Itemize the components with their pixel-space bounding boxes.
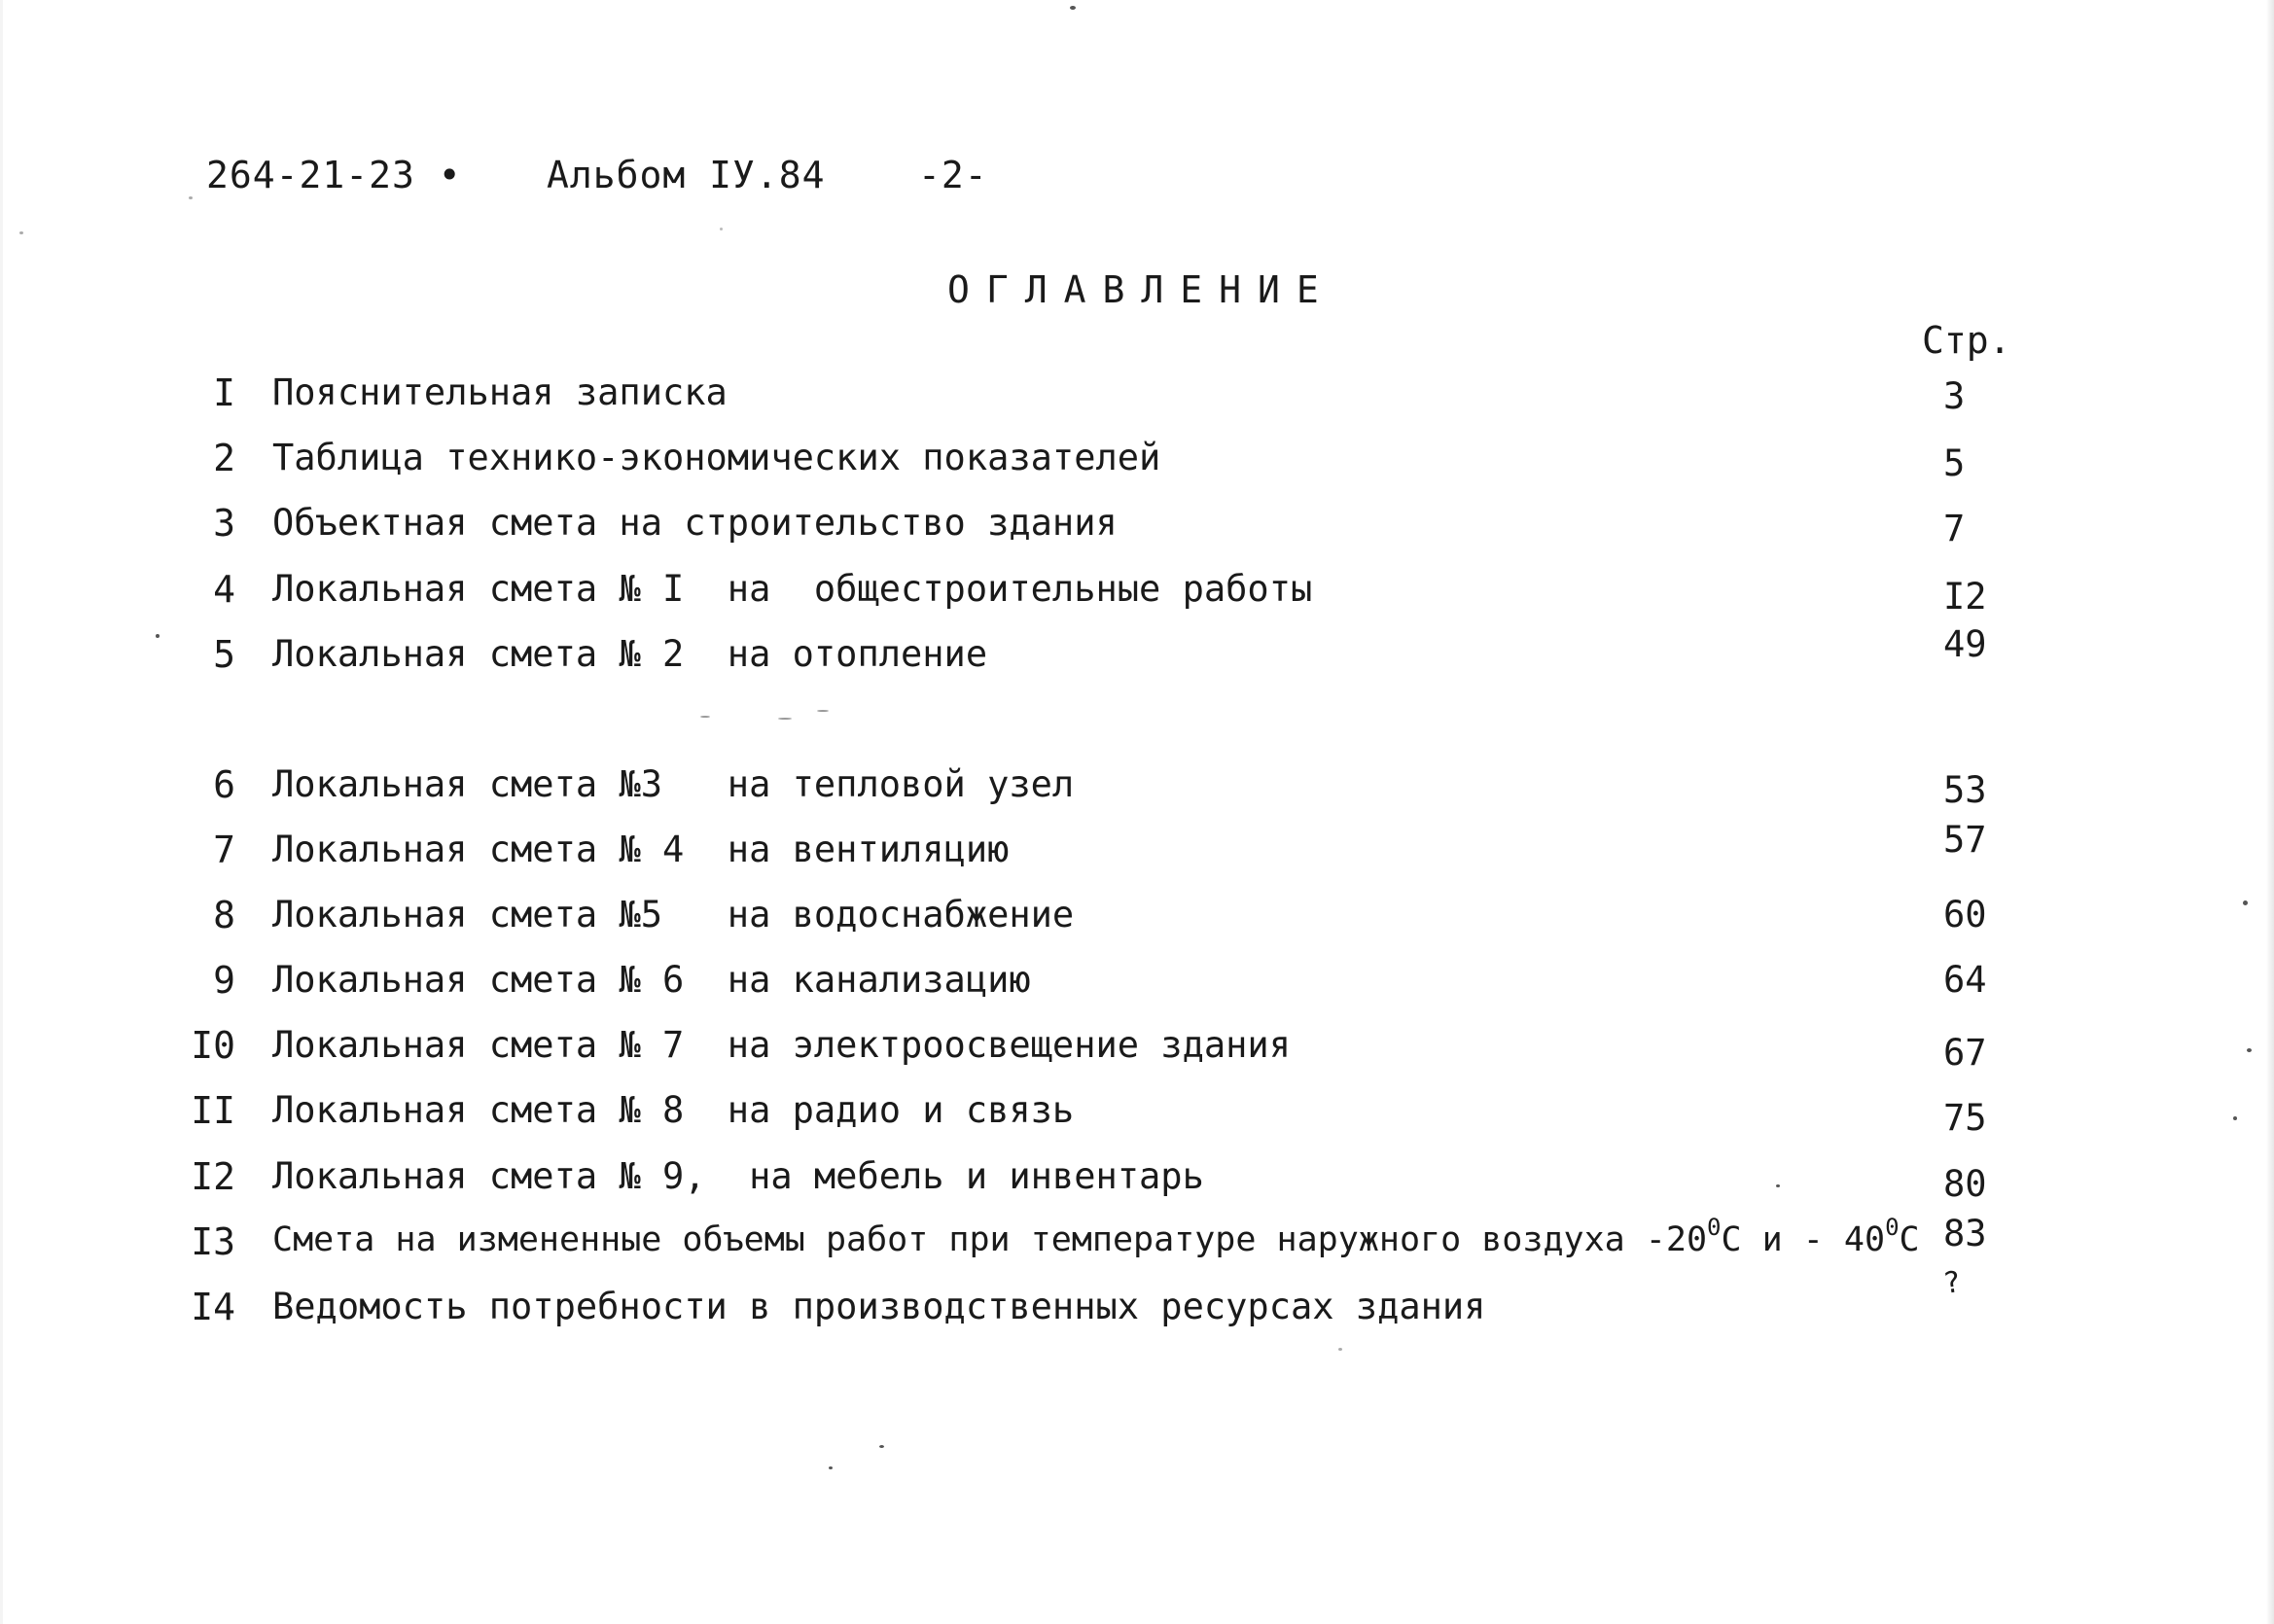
toc-number: I3	[191, 1220, 235, 1263]
scan-speck	[720, 228, 723, 230]
toc-title: Локальная смета № 9, на мебель и инвентарь	[272, 1155, 1204, 1197]
toc-row	[0, 371, 2274, 430]
toc-number: 4	[213, 568, 235, 611]
scan-speck	[1776, 1184, 1780, 1187]
scan-speck	[1338, 1348, 1342, 1351]
album-label: Альбом IУ.84	[547, 154, 826, 196]
scan-speck	[879, 1445, 884, 1448]
toc-title: Таблица технико-экономических показателей	[272, 437, 1161, 478]
toc-row	[0, 1213, 2274, 1279]
scan-speck	[1070, 6, 1076, 10]
toc-title: Локальная смета №5 на водоснабжение	[272, 894, 1075, 936]
toc-number: 3	[213, 502, 235, 545]
scan-speck	[19, 231, 23, 234]
toc-title	[272, 1214, 1920, 1259]
toc-title: Локальная смета № 8 на радио и связь	[272, 1089, 1075, 1131]
scan-speck	[2243, 900, 2248, 905]
toc-title-end: C	[1899, 1220, 1920, 1259]
toc-title: Локальная смета № 4 на вентиляцию	[272, 829, 1010, 870]
scan-speck	[189, 196, 193, 199]
toc-number: I	[213, 371, 235, 414]
toc-page: 53	[1943, 769, 1987, 811]
toc-page: 5	[1943, 442, 1966, 484]
scan-speck	[2247, 1048, 2252, 1052]
toc-row	[0, 1089, 2274, 1147]
toc-page: 60	[1943, 894, 1987, 936]
toc-page: 67	[1943, 1032, 1987, 1074]
toc-page: 7	[1943, 508, 1966, 549]
toc-page: I2	[1943, 576, 1987, 618]
page-title: ОГЛАВЛЕНИЕ	[947, 268, 1335, 311]
toc-page: 49	[1943, 623, 1987, 665]
toc-page: 83	[1943, 1213, 1987, 1254]
scan-speck	[778, 718, 792, 720]
toc-row	[0, 1155, 2274, 1214]
scan-speck	[817, 710, 829, 712]
scan-speck	[700, 716, 710, 718]
toc-title: Локальная смета №3 на тепловой узел	[272, 763, 1075, 805]
toc-title-main: Смета на измененные объемы работ при температуре наружного воздуха -20	[272, 1220, 1708, 1259]
toc-title: Пояснительная записка	[272, 371, 728, 413]
toc-row	[0, 502, 2274, 560]
toc-title: Локальная смета № 6 на канализацию	[272, 959, 1031, 1001]
toc-row	[0, 819, 2274, 887]
toc-row	[0, 568, 2274, 626]
toc-row	[0, 763, 2274, 822]
toc-page: 57	[1943, 819, 1987, 861]
toc-title-mid: C и - 40	[1721, 1220, 1886, 1259]
toc-title: Локальная смета № I на общестроительные работы	[272, 568, 1313, 610]
scan-speck	[2233, 1116, 2237, 1120]
toc-page: 80	[1943, 1163, 1987, 1205]
toc-number: I4	[191, 1286, 235, 1328]
toc-row	[0, 623, 2274, 691]
toc-row	[0, 437, 2274, 495]
toc-title: Объектная смета на строительство здания	[272, 502, 1118, 544]
toc-number: 8	[213, 894, 235, 936]
toc-number: I0	[191, 1024, 235, 1067]
degree-mark: 0	[1707, 1214, 1722, 1241]
toc-row	[0, 1264, 2274, 1344]
toc-title: Ведомость потребности в производственных ресурсах здания	[272, 1286, 1486, 1327]
toc-page: 64	[1943, 959, 1987, 1001]
toc-row	[0, 959, 2274, 1017]
toc-number: I2	[191, 1155, 235, 1198]
toc-page: ?	[1940, 1264, 1964, 1302]
toc-page: 3	[1943, 375, 1966, 417]
scan-speck	[829, 1466, 833, 1469]
degree-mark: 0	[1885, 1214, 1900, 1241]
page-column-label: Стр.	[1922, 319, 2011, 362]
toc-title: Локальная смета № 2 на отопление	[272, 633, 988, 675]
toc-row	[0, 1024, 2274, 1082]
scan-speck	[156, 634, 160, 638]
toc-page: 75	[1943, 1097, 1987, 1139]
page-number: -2-	[918, 154, 988, 196]
toc-number: 6	[213, 763, 235, 806]
toc-number: II	[191, 1089, 235, 1132]
toc-row	[0, 894, 2274, 952]
toc-number: 9	[213, 959, 235, 1002]
toc-number: 5	[213, 633, 235, 676]
toc-number: 2	[213, 437, 235, 479]
document-code: 264-21-23 •	[206, 154, 462, 196]
toc-number: 7	[213, 829, 235, 871]
toc-title: Локальная смета № 7 на электроосвещение здания	[272, 1024, 1291, 1066]
